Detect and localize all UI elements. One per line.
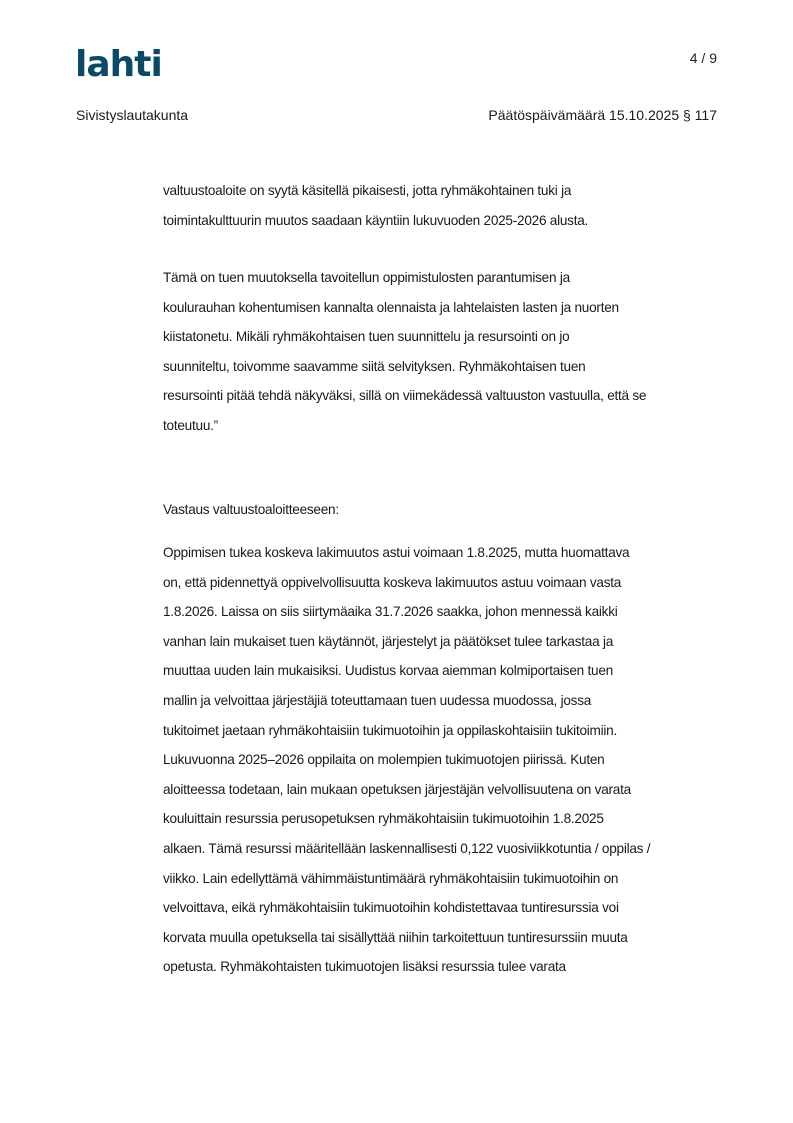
text-line: on, että pidennettyä oppivelvollisuutta koskeva lakimuutos astuu voimaan vasta [163,574,622,590]
text-line: koulurauhan kohentumisen kannalta olennaista ja lahtelaisten lasten ja nuorten [163,299,619,315]
response-heading [163,495,723,525]
page-number: 4 / 9 [689,50,717,66]
text-line: vanhan lain mukaiset tuen käytännöt, järjestelyt ja päätökset tulee tarkastaa ja [163,633,614,649]
text-line: alkaen. Tämä resurssi määritellään laskennallisesti 0,122 vuosiviikkotuntia / oppilas / [163,840,651,856]
text-line: resursointi pitää tehdä näkyväksi, sillä on viimekädessä valtuuston vastuulla, että se [163,388,647,404]
text-line: tukitoimet jaetaan ryhmäkohtaisiin tukimuotoihin ja oppilaskohtaisiin tukitoimiin. [163,722,618,738]
decision-date: Päätöspäivämäärä 15.10.2025 § 117 [488,107,717,123]
lahti-logo: lahti [75,44,162,85]
text-line: mallin ja velvoittaa järjestäjiä toteuttamaan tuen uudessa muodossa, jossa [163,692,592,708]
text-line: valtuustoaloite on syytä käsitellä pikaisesti, jotta ryhmäkohtainen tuki ja [163,183,572,198]
text-line: 1.8.2026. Laissa on siis siirtymäaika 31.7.2026 saakka, johon mennessä kaikki [163,604,618,620]
text-line: viikko. Lain edellyttämä vähimmäistuntimäärä ryhmäkohtaisiin tukimuotoihin on [163,870,619,886]
text-line: toteutuu.” [163,417,218,433]
paragraph-response [163,538,723,982]
text-line: kouluittain resurssia perusopetuksen ryhmäkohtaisiin tukimuotoihin 1.8.2025 [163,811,604,827]
text-line: muuttaa uuden lain mukaisiksi. Uudistus korvaa aiemman kolmiportaisen tuen [163,663,613,679]
text-line: korvata muulla opetuksella tai sisällyttää niihin tarkoitettuun tuntiresurssiin muuta [163,929,628,945]
text-line: velvoittava, eikä ryhmäkohtaisiin tukimuotoihin kohdistettavaa tuntiresurssia voi [163,900,619,916]
text-line: kiistatonetu. Mikäli ryhmäkohtaisen tuen suunnittelu ja resursointi on jo [163,329,570,345]
paragraph-initiative-end [163,176,723,235]
text-line: toimintakulttuurin muutos saadaan käyntiin lukuvuoden 2025-2026 alusta. [163,212,589,228]
text-line: Oppimisen tukea koskeva lakimuutos astui voimaan 1.8.2025, mutta huomattava [163,545,630,560]
text-line: Lukuvuonna 2025–2026 oppilaita on molempien tukimuotojen piirissä. Kuten [163,752,605,768]
text-line: Tämä on tuen muutoksella tavoitellun oppimistulosten parantumisen ja [163,270,570,285]
department-name: Sivistyslautakunta [76,107,189,123]
paragraph-initiative-quote [163,263,723,441]
text-line: aloitteessa todetaan, lain mukaan opetuksen järjestäjän velvollisuutena on varata [163,781,631,797]
text-line: suunniteltu, toivomme saavamme siitä selvityksen. Ryhmäkohtaisen tuen [163,358,586,374]
text-line: opetusta. Ryhmäkohtaisten tukimuotojen lisäksi resurssia tulee varata [163,959,566,975]
text-line: Vastaus valtuustoaloitteeseen: [163,502,339,517]
